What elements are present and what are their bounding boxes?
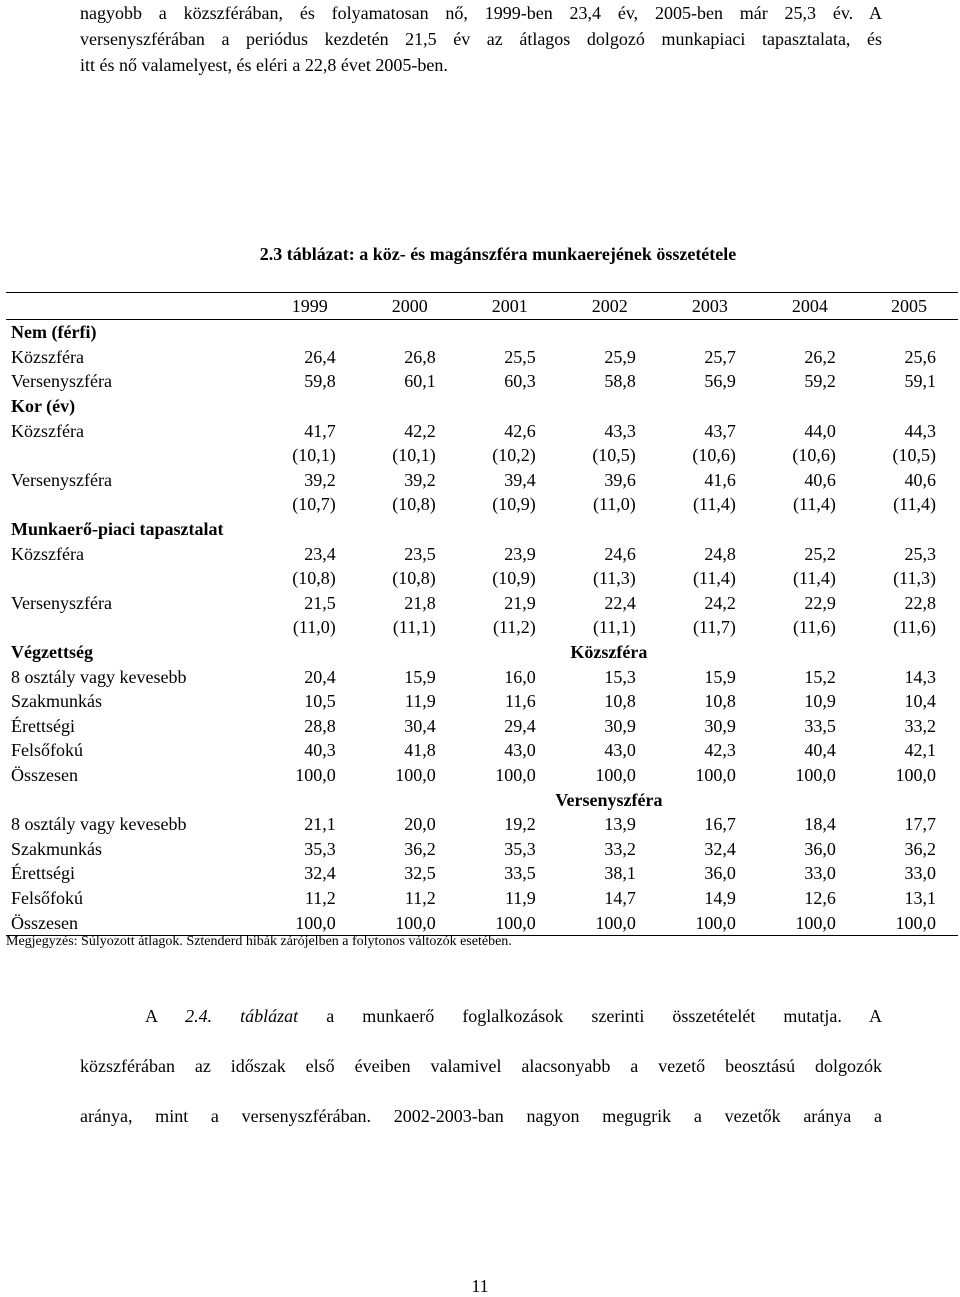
section-label: Kor (év) — [11, 396, 76, 417]
outro-line-3: aránya, mint a versenyszférában. 2002-2003-ban nagyon megugrik a vezetők aránya a — [80, 1106, 882, 1126]
table-cell — [860, 517, 958, 542]
table-row — [6, 738, 958, 763]
table-cell — [760, 320, 860, 345]
table-cell: (11,4) — [693, 568, 736, 589]
table-cell: 11,9 — [504, 887, 536, 908]
table-row — [6, 566, 958, 591]
table-cell: 40,3 — [304, 740, 336, 761]
table-cell: 25,6 — [904, 346, 936, 367]
row-label: Összesen — [6, 910, 260, 935]
table-cell: 16,7 — [704, 814, 736, 835]
table-row — [6, 394, 958, 419]
table-cell — [460, 320, 560, 345]
table-cell: 100,0 — [595, 764, 636, 785]
table-cell: (10,9) — [492, 568, 536, 589]
outro-line-1 — [80, 1003, 882, 1053]
table-cell: 36,2 — [404, 838, 436, 859]
table-cell: 40,6 — [904, 469, 936, 490]
row-label — [6, 615, 260, 640]
table-cell: 12,6 — [804, 887, 836, 908]
table-cell: 30,9 — [704, 715, 736, 736]
outro-line-2: közszférában az időszak első éveiben valamivel alacsonyabb a vezető beosztású dolgozók — [80, 1056, 882, 1076]
row-label — [6, 566, 260, 591]
table-cell: (10,6) — [692, 445, 736, 466]
table-cell — [360, 517, 460, 542]
table-cell: 10,8 — [604, 691, 636, 712]
table-cell: 100,0 — [760, 910, 860, 935]
table-cell: 14,9 — [704, 887, 736, 908]
table-cell — [260, 320, 360, 345]
table-cell: 10,8 — [704, 691, 736, 712]
table-row — [6, 664, 958, 689]
table-cell: 30,9 — [604, 715, 636, 736]
table-cell: (11,6) — [793, 617, 836, 638]
table-cell — [760, 394, 860, 419]
table-cell: 33,5 — [504, 863, 536, 884]
table-cell: 15,3 — [604, 666, 636, 687]
table-cell: 22,4 — [604, 592, 636, 613]
table-cell: 40,6 — [804, 469, 836, 490]
table-cell: 22,8 — [904, 592, 936, 613]
table-cell: 43,0 — [504, 740, 536, 761]
table-title: 2.3 táblázat: a köz- és magánszféra munkaerejének összetétele — [259, 244, 737, 264]
page-number: 11 — [471, 1276, 489, 1296]
table-cell: 14,3 — [904, 666, 936, 687]
intro-line-2: versenyszférában a periódus kezdetén 21,5 év az átlagos dolgozó munkapiaci tapasztalata, és — [80, 29, 882, 49]
table-row — [6, 714, 958, 739]
table-cell: 42,3 — [704, 740, 736, 761]
table-cell: (11,3) — [592, 568, 636, 589]
table-cell: 43,0 — [604, 740, 636, 761]
table-cell: 25,5 — [504, 346, 536, 367]
table-cell: 100,0 — [460, 910, 560, 935]
outro-paragraph — [80, 1003, 882, 1153]
row-label — [6, 443, 260, 468]
table-cell: (11,4) — [793, 494, 836, 515]
row-label — [6, 492, 260, 517]
table-cell: 32,4 — [704, 838, 736, 859]
table-cell — [860, 394, 958, 419]
section-label: Munkaerő-piaci tapasztalat — [11, 519, 224, 540]
table-cell: 32,5 — [404, 863, 436, 884]
table-cell: 42,6 — [504, 420, 536, 441]
table-cell: (10,2) — [492, 445, 536, 466]
table-row — [6, 418, 958, 443]
table-cell: 21,9 — [504, 592, 536, 613]
year-header: 1999 — [260, 293, 360, 320]
table-cell: (11,4) — [693, 494, 736, 515]
table-cell: 21,8 — [404, 592, 436, 613]
table-cell: 21,5 — [304, 592, 336, 613]
table-cell: 35,3 — [504, 838, 536, 859]
subsection-label: Közszféra — [570, 642, 648, 663]
row-label: Érettségi — [11, 715, 75, 736]
row-label: Összesen — [11, 764, 78, 785]
table-cell: 32,4 — [304, 863, 336, 884]
table-row — [6, 345, 958, 370]
table-cell: 18,4 — [804, 814, 836, 835]
table-cell — [660, 517, 760, 542]
table-cell: 26,8 — [404, 346, 436, 367]
table-cell: 35,3 — [304, 838, 336, 859]
table-cell: 43,7 — [704, 420, 736, 441]
table-cell: 42,2 — [404, 420, 436, 441]
table-cell: 26,2 — [804, 346, 836, 367]
row-label: Érettségi — [11, 863, 75, 884]
table-cell: (10,5) — [592, 445, 636, 466]
table-row — [6, 836, 958, 861]
row-label: Szakmunkás — [11, 691, 102, 712]
table-cell — [560, 517, 660, 542]
table-cell: 15,9 — [704, 666, 736, 687]
table-cell: 23,5 — [404, 543, 436, 564]
table-row — [6, 886, 958, 911]
table-cell: 39,4 — [504, 469, 536, 490]
table-cell: (10,8) — [392, 568, 436, 589]
table-cell: 19,2 — [504, 814, 536, 835]
year-header: 2002 — [560, 293, 660, 320]
row-label: Közszféra — [11, 420, 84, 441]
row-label: Versenyszféra — [11, 592, 112, 613]
table-row — [6, 812, 958, 837]
table-cell: 100,0 — [360, 910, 460, 935]
intro-paragraph — [80, 0, 882, 78]
table-cell: 25,7 — [704, 346, 736, 367]
year-header: 2005 — [860, 293, 958, 320]
table-cell: 100,0 — [495, 764, 536, 785]
table-cell: 100,0 — [695, 764, 736, 785]
table-cell: 20,4 — [304, 666, 336, 687]
table-cell: 38,1 — [604, 863, 636, 884]
table-cell — [760, 517, 860, 542]
table-cell — [460, 394, 560, 419]
table-cell: 42,1 — [904, 740, 936, 761]
table-cell: 100,0 — [895, 764, 936, 785]
table-row — [6, 689, 958, 714]
table-cell: (11,0) — [292, 617, 336, 638]
row-label: Versenyszféra — [11, 371, 112, 392]
table-cell: (11,6) — [893, 617, 936, 638]
table-row — [6, 517, 958, 542]
table-cell: 17,7 — [904, 814, 936, 835]
table-cell — [260, 394, 360, 419]
table-cell — [360, 320, 460, 345]
table-cell: 100,0 — [660, 910, 760, 935]
table-cell: 33,2 — [904, 715, 936, 736]
table-cell: 29,4 — [504, 715, 536, 736]
year-header: 2003 — [660, 293, 760, 320]
table-cell: 39,6 — [604, 469, 636, 490]
table-row — [6, 861, 958, 886]
table-cell: 25,2 — [804, 543, 836, 564]
table-cell — [360, 394, 460, 419]
row-label: Közszféra — [11, 543, 84, 564]
year-header: 2004 — [760, 293, 860, 320]
table-row — [6, 787, 958, 812]
table-cell: 36,0 — [704, 863, 736, 884]
table-cell: 11,2 — [304, 887, 336, 908]
table-cell — [6, 787, 260, 812]
table-cell: 24,6 — [604, 543, 636, 564]
table-cell: (10,5) — [892, 445, 936, 466]
table-cell: 100,0 — [395, 764, 436, 785]
row-label: 8 osztály vagy kevesebb — [11, 814, 187, 835]
table-cell: 33,0 — [804, 863, 836, 884]
table-row — [6, 369, 958, 394]
table-row — [6, 910, 958, 935]
table-cell: 23,4 — [304, 543, 336, 564]
table-cell: 33,0 — [904, 863, 936, 884]
table-cell: 10,5 — [304, 691, 336, 712]
table-cell: 24,8 — [704, 543, 736, 564]
table-cell: 44,0 — [804, 420, 836, 441]
table-cell: 59,1 — [904, 371, 936, 392]
table-cell: 100,0 — [260, 910, 360, 935]
table-cell: 58,8 — [604, 371, 636, 392]
table-row — [6, 640, 958, 665]
table-cell: 28,8 — [304, 715, 336, 736]
table-header-empty — [6, 293, 260, 320]
table-cell — [660, 394, 760, 419]
table-cell: 25,9 — [604, 346, 636, 367]
table-cell: (10,8) — [292, 568, 336, 589]
table-cell: (11,7) — [693, 617, 736, 638]
intro-line-1: nagyobb a közszférában, és folyamatosan nő, 1999-ben 23,4 év, 2005-ben már 25,3 év. A — [80, 3, 882, 23]
outro-line-1-pre: A — [145, 1006, 186, 1026]
table-cell: 41,6 — [704, 469, 736, 490]
table-cell: 33,5 — [804, 715, 836, 736]
table-cell: (11,0) — [592, 494, 636, 515]
table-cell: 23,9 — [504, 543, 536, 564]
table-cell: 59,2 — [804, 371, 836, 392]
section-label: Végzettség — [11, 642, 93, 663]
table-cell: 43,3 — [604, 420, 636, 441]
table-row — [6, 443, 958, 468]
table-cell: (11,4) — [793, 568, 836, 589]
table-cell: (10,9) — [492, 494, 536, 515]
row-label: Közszféra — [11, 346, 84, 367]
table-cell: (10,6) — [792, 445, 836, 466]
table-header-row — [6, 293, 958, 320]
table-cell: 100,0 — [860, 910, 958, 935]
table-cell: 100,0 — [295, 764, 336, 785]
table-cell — [560, 320, 660, 345]
table-cell: 22,9 — [804, 592, 836, 613]
table-cell: 15,9 — [404, 666, 436, 687]
row-label: Felsőfokú — [11, 740, 83, 761]
table-cell: 26,4 — [304, 346, 336, 367]
table-cell: 41,8 — [404, 740, 436, 761]
table-cell: 24,2 — [704, 592, 736, 613]
table-cell: 60,1 — [404, 371, 436, 392]
table-cell — [860, 320, 958, 345]
table-row — [6, 468, 958, 493]
table-cell: 25,3 — [904, 543, 936, 564]
table-cell: 39,2 — [304, 469, 336, 490]
table-cell: 11,2 — [404, 887, 436, 908]
table-reference: 2.4. táblázat — [185, 1006, 299, 1026]
table-cell — [660, 320, 760, 345]
table-row — [6, 320, 958, 345]
table-cell: 41,7 — [304, 420, 336, 441]
table-cell: (10,1) — [292, 445, 336, 466]
table-cell: (10,1) — [392, 445, 436, 466]
table-note: Megjegyzés: Súlyozott átlagok. Sztenderd hibák zárójelben a folytonos változók esetében. — [6, 934, 512, 949]
year-header: 2001 — [460, 293, 560, 320]
table-cell: 36,2 — [904, 838, 936, 859]
year-header: 2000 — [360, 293, 460, 320]
table-cell: 44,3 — [904, 420, 936, 441]
intro-line-3: itt és nő valamelyest, és eléri a 22,8 évet 2005-ben. — [80, 55, 448, 75]
table-cell: 21,1 — [304, 814, 336, 835]
table-cell: 100,0 — [560, 910, 660, 935]
table-row — [6, 541, 958, 566]
row-label: 8 osztály vagy kevesebb — [11, 666, 187, 687]
table-cell — [460, 517, 560, 542]
subsection-label: Versenyszféra — [555, 789, 663, 810]
table-cell: 30,4 — [404, 715, 436, 736]
section-label: Nem (férfi) — [11, 322, 97, 343]
table-cell — [260, 517, 360, 542]
table-cell: 100,0 — [795, 764, 836, 785]
table-cell: 39,2 — [404, 469, 436, 490]
table-row — [6, 591, 958, 616]
data-table — [6, 292, 958, 936]
table-cell: 59,8 — [304, 371, 336, 392]
table-cell: 11,9 — [404, 691, 436, 712]
table-cell — [560, 394, 660, 419]
table-cell: (11,4) — [893, 494, 936, 515]
table-cell: 10,4 — [904, 691, 936, 712]
table-cell: 13,1 — [904, 887, 936, 908]
table-cell: (11,1) — [592, 617, 636, 638]
table-cell: 16,0 — [504, 666, 536, 687]
row-label: Szakmunkás — [11, 838, 102, 859]
table-cell: 40,4 — [804, 740, 836, 761]
table-cell: (11,2) — [492, 617, 536, 638]
table-cell: 13,9 — [604, 814, 636, 835]
table-cell: 56,9 — [704, 371, 736, 392]
table-cell: 14,7 — [604, 887, 636, 908]
outro-line-1-post: a munkaerő foglalkozások szerinti összetételét mutatja. A — [298, 1006, 882, 1026]
table-cell: (11,3) — [893, 568, 936, 589]
table-cell: (10,7) — [292, 494, 336, 515]
table-cell: 20,0 — [404, 814, 436, 835]
table-row — [6, 615, 958, 640]
table-cell: (11,1) — [392, 617, 436, 638]
row-label: Versenyszféra — [11, 469, 112, 490]
table-cell: (10,8) — [392, 494, 436, 515]
table-cell: 36,0 — [804, 838, 836, 859]
table-cell: 10,9 — [804, 691, 836, 712]
table-cell: 11,6 — [504, 691, 536, 712]
table-cell: 15,2 — [804, 666, 836, 687]
row-label: Felsőfokú — [11, 887, 83, 908]
table-row — [6, 492, 958, 517]
table-cell: 60,3 — [504, 371, 536, 392]
table-row — [6, 763, 958, 788]
table-cell: 33,2 — [604, 838, 636, 859]
